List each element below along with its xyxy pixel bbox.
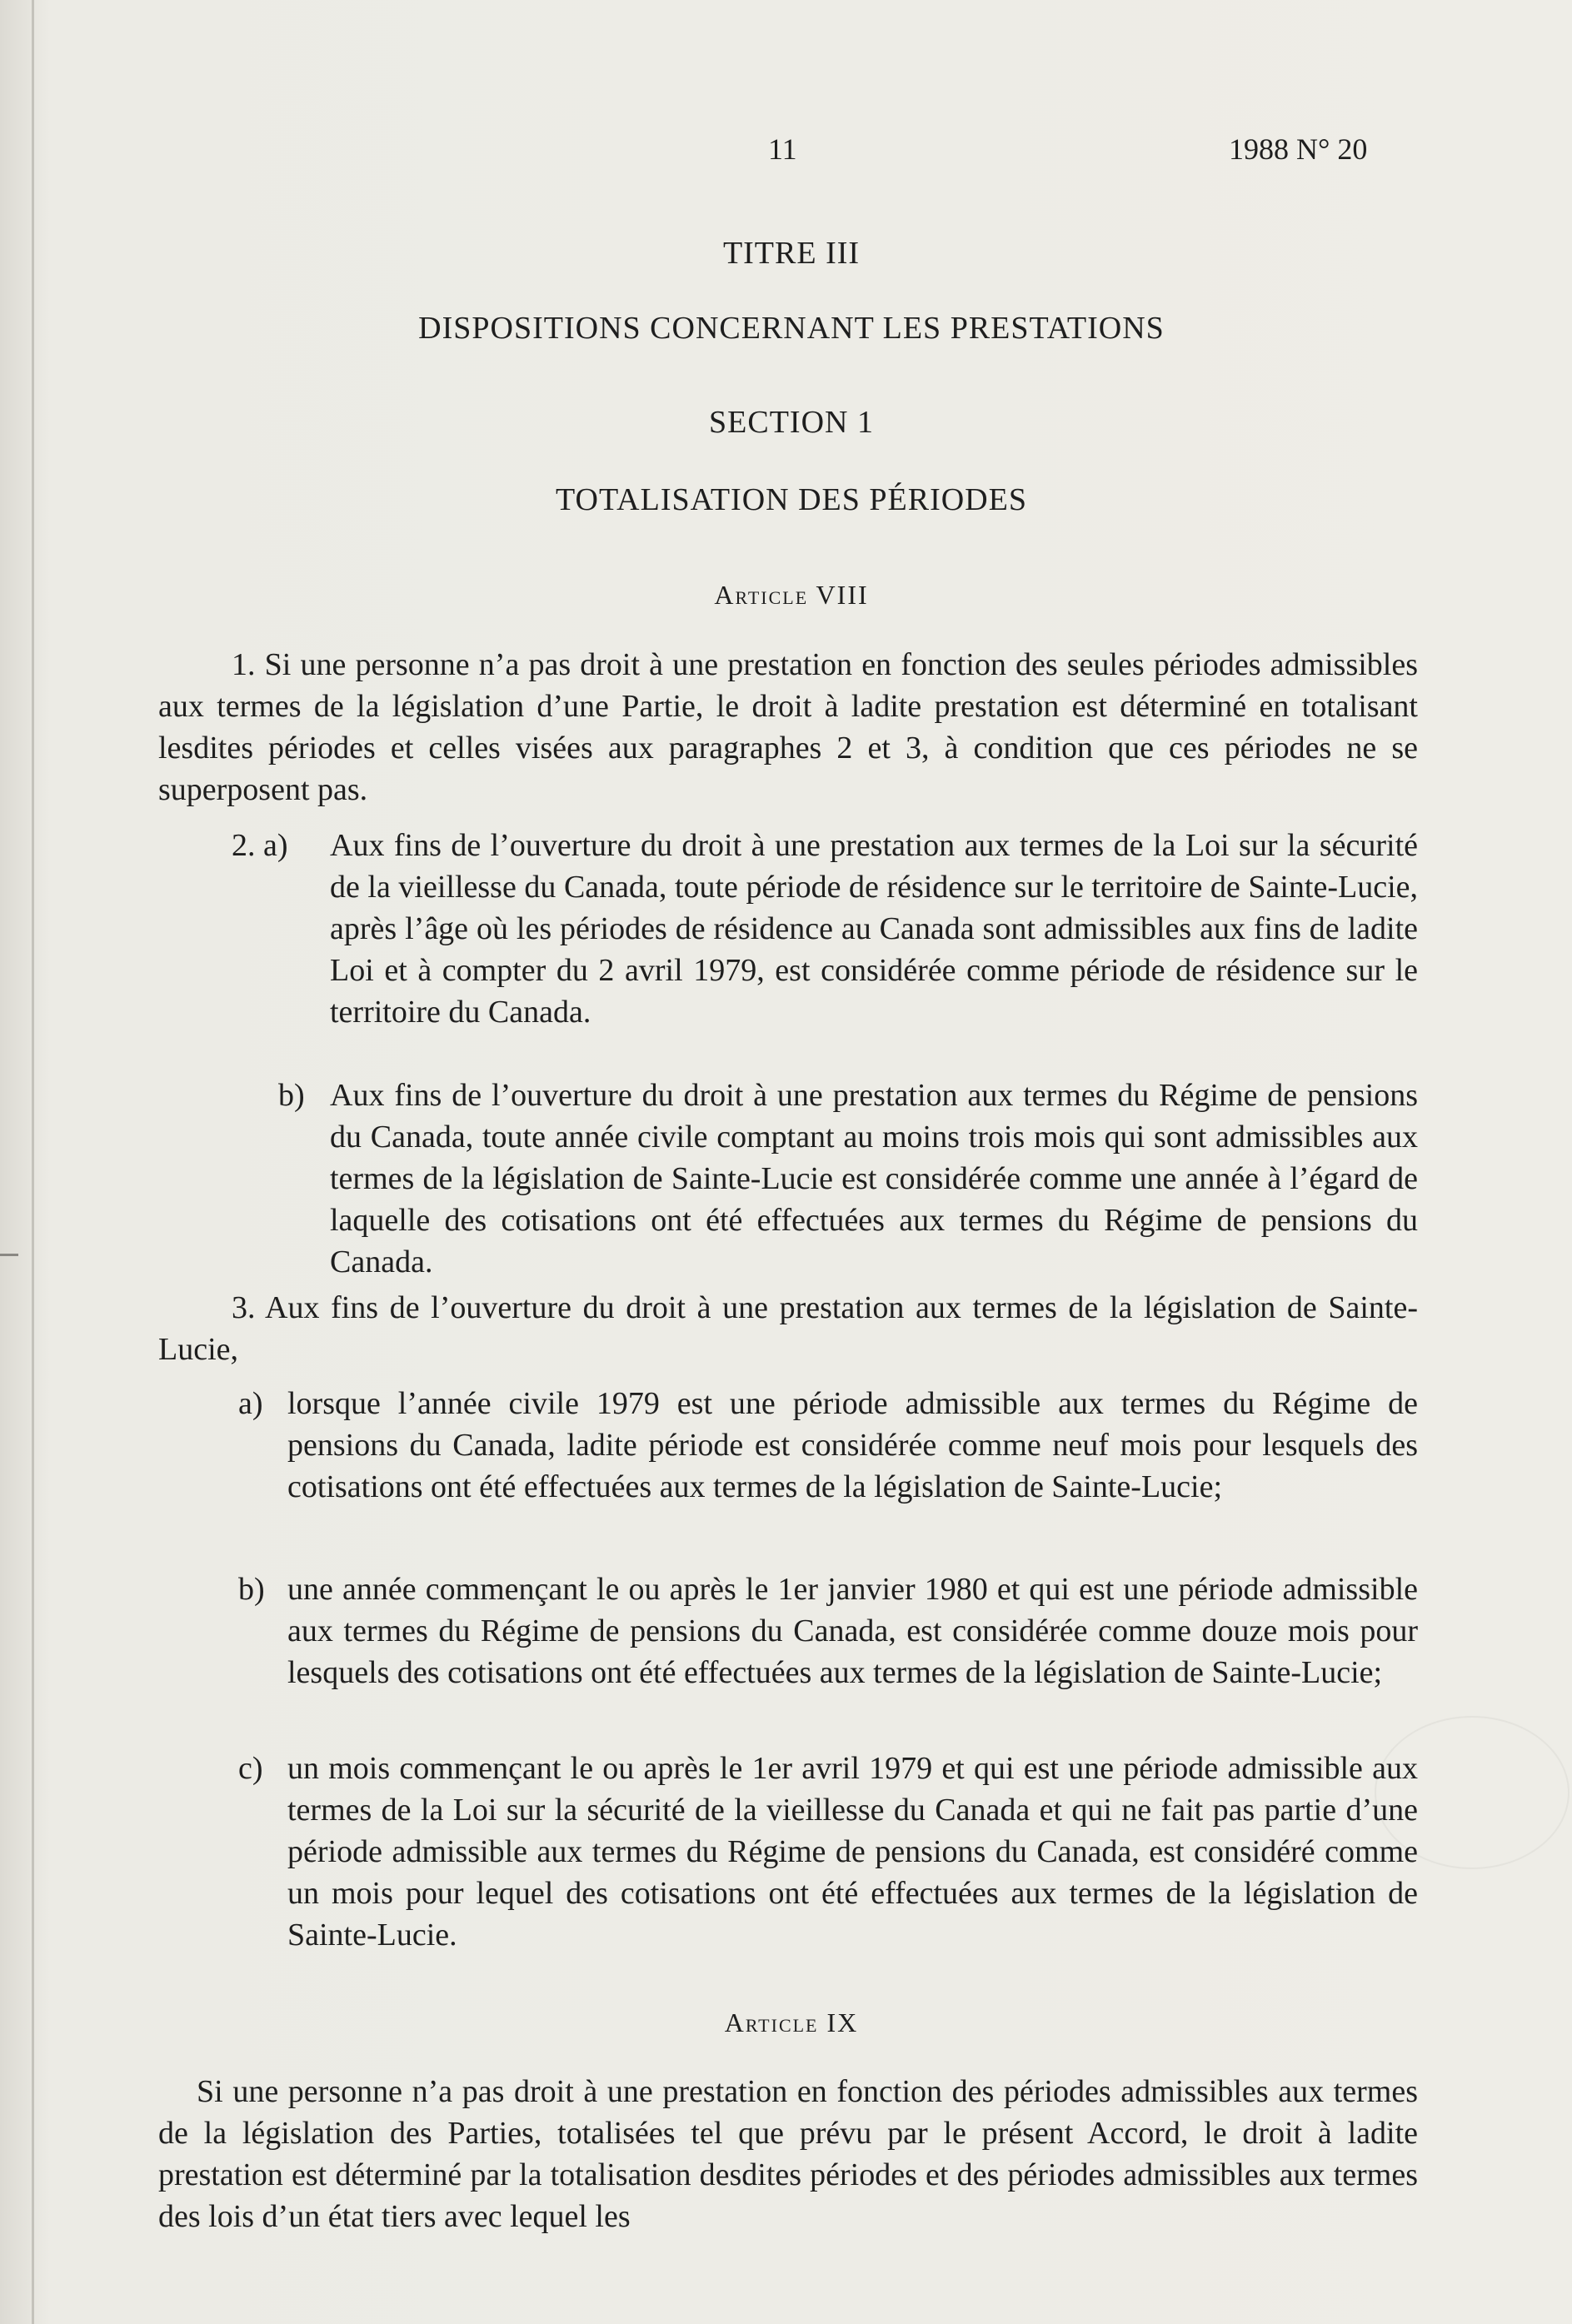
item-text: lorsque l’année civile 1979 est une période admissible aux termes du Régime de pensions du Canada, ladite période est considérée comme neuf mois pour lesquels des cotisations ont été effectuées aux termes de la législation de Sainte-Lucie; <box>287 1386 1418 1504</box>
item-text: Aux fins de l’ouverture du droit à une prestation aux termes de la Loi sur la sécurité de la vieillesse du Canada, toute période de résidence sur le territoire de Sainte-Lucie, après l’âge où les périodes de résidence au Canada sont admissibles aux fins de ladite Loi et à compter du 2 avril 1979, est considérée comme période de résidence sur le territoire du Canada. <box>330 828 1418 1030</box>
item-label: a) <box>238 1386 263 1421</box>
item-label: 2. a) <box>232 828 288 863</box>
titre-heading: TITRE III <box>722 236 861 271</box>
article-8-heading: Article VIII <box>714 580 869 610</box>
article-8-item-3b <box>0 1568 1572 1735</box>
article-8-paragraph-1: 1. Si une personne n’a pas droit à une prestation en fonction des seules périodes admissibles aux termes de la législation d’une Partie, le droit à ladite prestation est déterminé en totalisant lesdites périodes et celles visées aux paragraphes 2 et 3, à condition que ces périodes ne se superposent pas. <box>158 647 1418 807</box>
article-9-heading: Article IX <box>724 2007 859 2037</box>
article-8-item-2a <box>0 825 1572 1075</box>
page-number: 11 <box>768 132 797 166</box>
section-subheading: TOTALISATION DES PÉRIODES <box>556 482 1027 517</box>
item-text: Aux fins de l’ouverture du droit à une prestation aux termes du Régime de pensions du Canada, toute année civile comptant au moins trois mois qui sont admissibles aux termes de la législation de Sainte-Lucie est considérée comme une année à l’égard de laquelle des cotisations ont été effectuées aux termes du Régime de pensions du Canada. <box>330 1078 1418 1279</box>
section-heading: SECTION 1 <box>709 405 874 440</box>
article-8-paragraph-3: 3. Aux fins de l’ouverture du droit à une prestation aux termes de la législation de Sainte-Lucie, <box>158 1290 1418 1367</box>
titre-subheading: DISPOSITIONS CONCERNANT LES PRESTATIONS <box>418 311 1165 346</box>
item-text: un mois commençant le ou après le 1er avril 1979 et qui est une période admissible aux termes de la Loi sur la sécurité de la vieillesse du Canada et qui ne fait pas partie d’une période admissible aux termes du Régime de pensions du Canada, est considéré comme un mois pour lequel des cotisations ont été effectuées aux termes de la législation de Sainte-Lucie. <box>287 1751 1418 1952</box>
article-9-paragraph-1: Si une personne n’a pas droit à une prestation en fonction des périodes admissibles aux termes de la législation des Parties, totalisées tel que prévu par le présent Accord, le droit à ladite prestation est déterminé par la totalisation desdites périodes et des périodes admissibles aux termes des lois d’un état tiers avec lequel les <box>158 2074 1418 2234</box>
item-text: une année commençant le ou après le 1er janvier 1980 et qui est une période admissible aux termes du Régime de pensions du Canada, est considérée comme douze mois pour lesquels des cotisations ont été effectuées aux termes de la législation de Sainte-Lucie; <box>287 1572 1418 1690</box>
article-8-item-3c <box>0 1748 1572 1956</box>
item-label: c) <box>238 1751 263 1786</box>
article-8-item-3a <box>0 1383 1572 1549</box>
year-number: 1988 N° 20 <box>1229 132 1368 166</box>
item-label: b) <box>238 1572 265 1607</box>
article-8-item-2b <box>0 1075 1572 1283</box>
item-label: b) <box>278 1078 305 1113</box>
